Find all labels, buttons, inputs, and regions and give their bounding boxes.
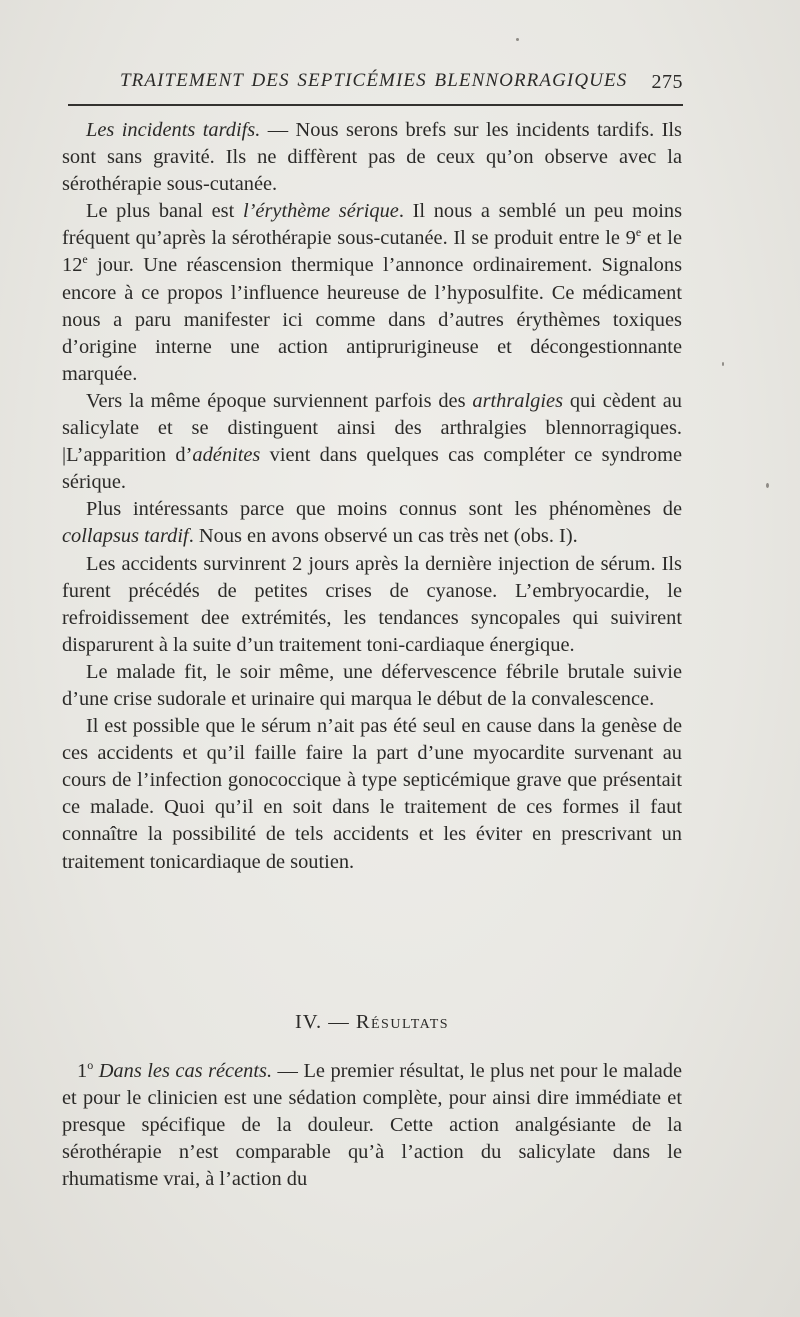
- paper-speck: [766, 483, 769, 488]
- superscript: e: [82, 252, 88, 267]
- text-span: et le: [641, 227, 682, 250]
- paragraph-collapsus: [62, 496, 682, 550]
- section-title: Résultats: [355, 1011, 450, 1033]
- emphasis: l’érythème sérique: [242, 200, 399, 223]
- text-span: jour. Une réascension thermique l’annonce ordinairement. Signalons encore à ce propos l’influence heureuse de l’hyposulfite. Ce médicament nous a paru manifester ici comme dans d’autres érythèmes toxiques d’origine interne une action antiprurigineuse et décongestionnante marquée.: [62, 254, 682, 385]
- emphasis: collapsus tardif: [62, 525, 189, 548]
- emphasis: adénites: [192, 444, 261, 467]
- text-span: vient dans quelques cas compléter ce syndrome sérique.: [62, 444, 682, 494]
- paragraph-accidents: Les accidents survinrent 2 jours après la dernière injection de sérum. Ils furent précédés de petites crises de cyanose. L’embryocardie, le refroidissement dee extrémités, les tendances syncopales qui suivirent disparurent à la suite d’un traitement toni-cardiaque énergique.: [62, 552, 682, 656]
- paragraph-text: — Le premier résultat, le plus net pour le malade et pour le clinicien est une sédation complète, pour ainsi dire immédiate et presque spécifique de la douleur. Cette action analgésiante de la sérothérapie n’est comparable qu’à l’action du salicylate dans le rhumatisme vrai, à l’action du: [62, 1060, 682, 1191]
- text-span: . Il nous a semblé un peu moins fréquent qu’après la sérothérapie sous-cutanée. Il se produit entre le: [62, 200, 683, 250]
- paragraph-arthralgies: [62, 388, 682, 496]
- text-span: Plus intéressants parce que moins connus sont les phénomènes de: [86, 498, 682, 521]
- paper-speck: [516, 38, 519, 41]
- running-title: TRAITEMENT DES SEPTICÉMIES BLENNORRAGIQUES: [120, 70, 628, 91]
- paper-speck: [722, 362, 724, 366]
- paragraph-defervescence: Le malade fit, le soir même, une défervescence fébrile brutale suivie d’une crise sudorale et urinaire qui marqua le début de la convalescence.: [62, 660, 682, 710]
- running-header: [68, 70, 683, 100]
- paragraph-lead: Les incidents tardifs.: [86, 119, 261, 141]
- section-heading: [62, 1011, 682, 1034]
- main-text: [62, 117, 682, 876]
- text-span: Le plus banal est: [86, 200, 243, 223]
- number: 9: [625, 227, 636, 250]
- superscript: e: [635, 225, 642, 240]
- paragraph-myocardite: Il est possible que le sérum n’ait pas été seul en cause dans la genèse de ces accidents et qu’il faille faire la part d’une myocardite survenant au cours de l’infection gonococcique à type septicémique grave que présentait ce malade. Quoi qu’il en soit dans le traitement de ces formes il faut connaître la possibilité de tels accidents et les éviter en prescrivant un traitement tonicardiaque de soutien.: [62, 715, 682, 873]
- ordinal-number: 1: [77, 1060, 88, 1082]
- text-span: qui cèdent au salicylate et se distinguent ainsi des arthralgies blennorragiques. |L’apparition d’: [62, 389, 682, 467]
- paragraph-text: — Nous serons brefs sur les incidents tardifs. Ils sont sans gravité. Ils ne diffèrent pas de ceux qu’on observe avec la sérothérapie sous-cutanée.: [62, 119, 682, 196]
- paragraph-lead: Dans les cas récents.: [98, 1060, 273, 1082]
- number: 12: [62, 254, 83, 277]
- page-number: 275: [651, 71, 683, 93]
- header-rule: [68, 104, 683, 106]
- superscript: o: [87, 1058, 94, 1073]
- paragraph-erytheme: [62, 198, 682, 388]
- emphasis: arthralgies: [472, 389, 564, 412]
- text-span: . Nous en avons observé un cas très net (obs. I).: [188, 525, 578, 548]
- paragraph-incidents-tardifs: [62, 117, 682, 198]
- text-span: Vers la même époque surviennent parfois des: [86, 389, 473, 412]
- section-number: IV. —: [294, 1011, 350, 1033]
- paragraph-cas-recents: [62, 1058, 682, 1193]
- section-text: [62, 1058, 682, 1193]
